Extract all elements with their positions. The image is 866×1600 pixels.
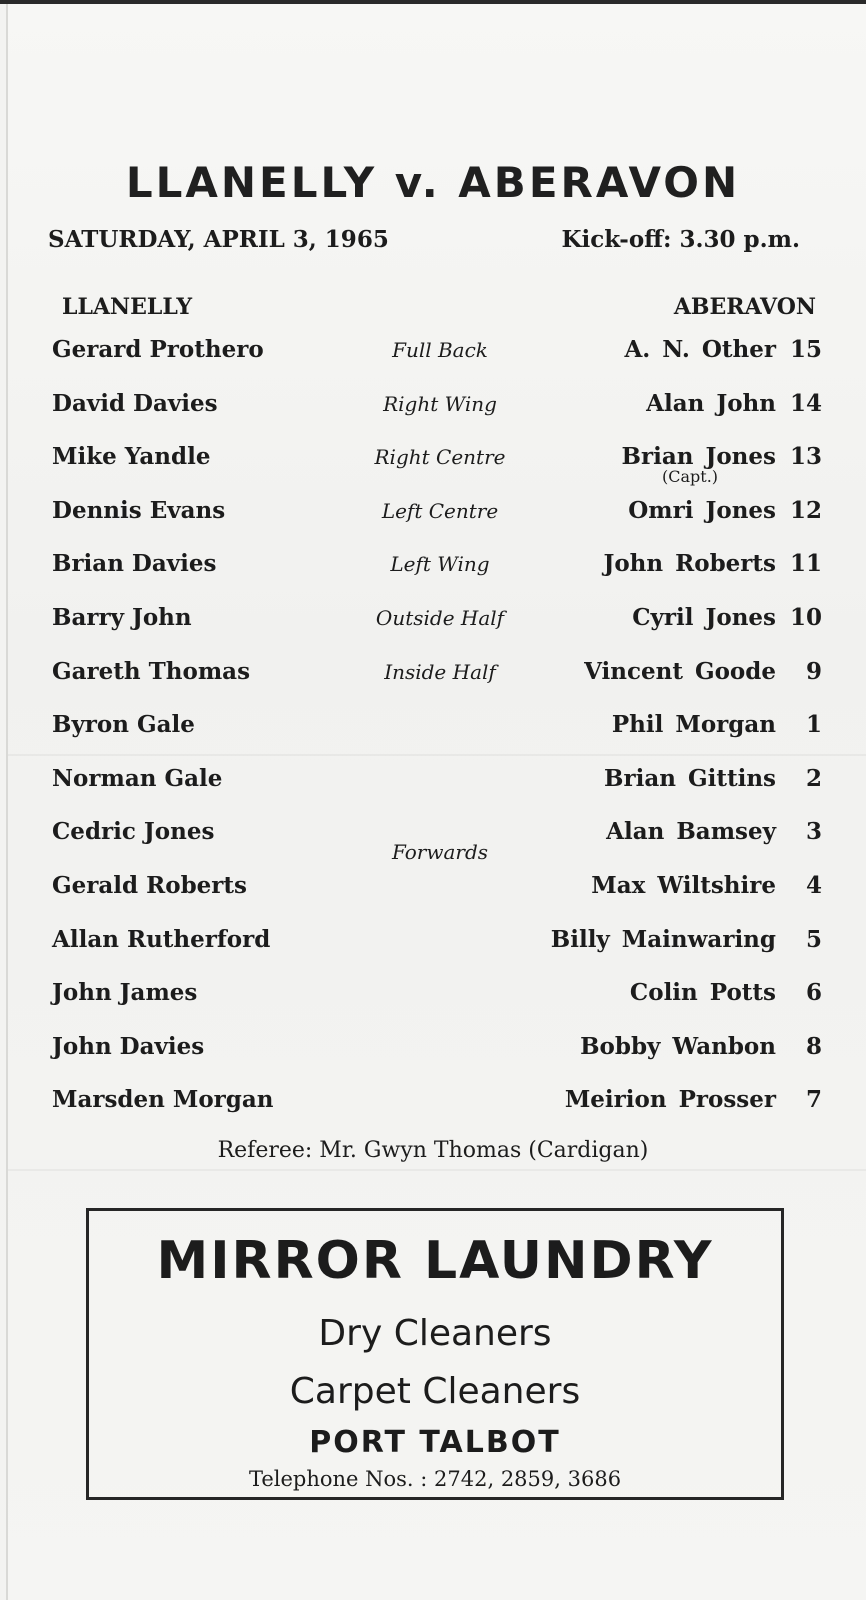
aberavon-player-name: Max Wiltshire bbox=[591, 872, 776, 899]
llanelly-player-name: David Davies bbox=[52, 390, 218, 417]
position-label: Left Wing bbox=[390, 552, 490, 576]
position-label: Left Centre bbox=[381, 499, 499, 523]
aberavon-player-name: Omri Jones bbox=[628, 497, 776, 524]
llanelly-player-name: Norman Gale bbox=[52, 765, 223, 792]
llanelly-player-name: John Davies bbox=[52, 1033, 205, 1060]
position-label: Inside Half bbox=[384, 660, 496, 684]
captain-note: (Capt.) bbox=[662, 467, 719, 486]
paper-crease bbox=[8, 1169, 866, 1171]
match-title: LLANELLY v. ABERAVON bbox=[125, 158, 741, 207]
lineup-row bbox=[0, 390, 866, 430]
aberavon-player-number: 1 bbox=[805, 711, 822, 738]
aberavon-player-number: 13 bbox=[789, 443, 822, 470]
aberavon-player-name: Bobby Wanbon bbox=[580, 1033, 776, 1060]
aberavon-player-name: Meirion Prosser bbox=[564, 1086, 776, 1113]
paper-crease bbox=[8, 754, 866, 756]
position-label: Outside Half bbox=[375, 606, 505, 630]
aberavon-player-number: 9 bbox=[805, 658, 822, 685]
lineup-row bbox=[0, 926, 866, 966]
position-label: Full Back bbox=[392, 338, 488, 362]
advert-town: PORT TALBOT bbox=[309, 1425, 561, 1460]
aberavon-player-name: Alan John bbox=[646, 390, 776, 417]
llanelly-player-name: Allan Rutherford bbox=[52, 926, 271, 953]
advert-service-dry-cleaners: Dry Cleaners bbox=[318, 1313, 552, 1354]
aberavon-player-number: 2 bbox=[805, 765, 822, 792]
lineup-row bbox=[0, 550, 866, 590]
aberavon-player-name: John Roberts bbox=[603, 550, 776, 577]
llanelly-player-name: Gerard Prothero bbox=[52, 336, 264, 363]
aberavon-player-number: 12 bbox=[789, 497, 822, 524]
lineup-row bbox=[0, 658, 866, 698]
forwards-label: Forwards bbox=[391, 840, 489, 864]
llanelly-player-name: Brian Davies bbox=[52, 550, 217, 577]
llanelly-player-name: Cedric Jones bbox=[52, 818, 215, 845]
position-label: Right Wing bbox=[383, 392, 497, 416]
lineup-row bbox=[0, 1033, 866, 1073]
llanelly-player-name: Byron Gale bbox=[52, 711, 195, 738]
referee-line: Referee: Mr. Gwyn Thomas (Cardigan) bbox=[217, 1138, 649, 1163]
advertisement-box bbox=[86, 1208, 784, 1500]
lineup-row bbox=[0, 979, 866, 1019]
llanelly-player-name: Dennis Evans bbox=[52, 497, 226, 524]
aberavon-player-number: 15 bbox=[789, 336, 822, 363]
aberavon-player-name: Brian Gittins bbox=[604, 765, 776, 792]
aberavon-player-name: Alan Bamsey bbox=[606, 818, 776, 845]
advert-service-carpet-cleaners: Carpet Cleaners bbox=[289, 1371, 581, 1412]
lineup-row bbox=[0, 1086, 866, 1126]
aberavon-player-name: A. N. Other bbox=[624, 336, 776, 363]
aberavon-player-number: 7 bbox=[805, 1086, 822, 1113]
aberavon-player-name: Cyril Jones bbox=[632, 604, 776, 631]
aberavon-player-number: 11 bbox=[789, 550, 822, 577]
team-heading-aberavon: ABERAVON bbox=[673, 294, 816, 320]
aberavon-player-number: 10 bbox=[789, 604, 822, 631]
aberavon-player-number: 6 bbox=[805, 979, 822, 1006]
aberavon-player-name: Colin Potts bbox=[629, 979, 776, 1006]
lineup-row bbox=[0, 765, 866, 805]
position-label: Right Centre bbox=[374, 445, 506, 469]
match-date: SATURDAY, APRIL 3, 1965 bbox=[48, 226, 389, 253]
llanelly-player-name: Gareth Thomas bbox=[52, 658, 251, 685]
lineup-row bbox=[0, 336, 866, 376]
aberavon-player-name: Billy Mainwaring bbox=[550, 926, 776, 953]
lineup-row bbox=[0, 443, 866, 483]
aberavon-player-name: Vincent Goode bbox=[584, 658, 776, 685]
advert-telephone: Telephone Nos. : 2742, 2859, 3686 bbox=[248, 1467, 622, 1491]
llanelly-player-name: Gerald Roberts bbox=[52, 872, 247, 899]
llanelly-player-name: Mike Yandle bbox=[52, 443, 211, 470]
aberavon-player-name: Phil Morgan bbox=[611, 711, 776, 738]
aberavon-player-number: 4 bbox=[805, 872, 822, 899]
aberavon-player-number: 5 bbox=[805, 926, 822, 953]
llanelly-player-name: John James bbox=[52, 979, 198, 1006]
llanelly-player-name: Barry John bbox=[52, 604, 192, 631]
aberavon-player-name: Brian Jones bbox=[621, 443, 776, 470]
advert-business-name: MIRROR LAUNDRY bbox=[156, 1231, 714, 1291]
aberavon-player-number: 3 bbox=[805, 818, 822, 845]
lineup-row bbox=[0, 872, 866, 912]
team-heading-llanelly: LLANELLY bbox=[62, 294, 193, 320]
lineup-row bbox=[0, 711, 866, 751]
llanelly-player-name: Marsden Morgan bbox=[52, 1086, 274, 1113]
aberavon-player-number: 8 bbox=[805, 1033, 822, 1060]
kickoff-time: Kick-off: 3.30 p.m. bbox=[561, 226, 800, 253]
aberavon-player-number: 14 bbox=[789, 390, 822, 417]
lineup-row bbox=[0, 497, 866, 537]
lineup-row bbox=[0, 604, 866, 644]
